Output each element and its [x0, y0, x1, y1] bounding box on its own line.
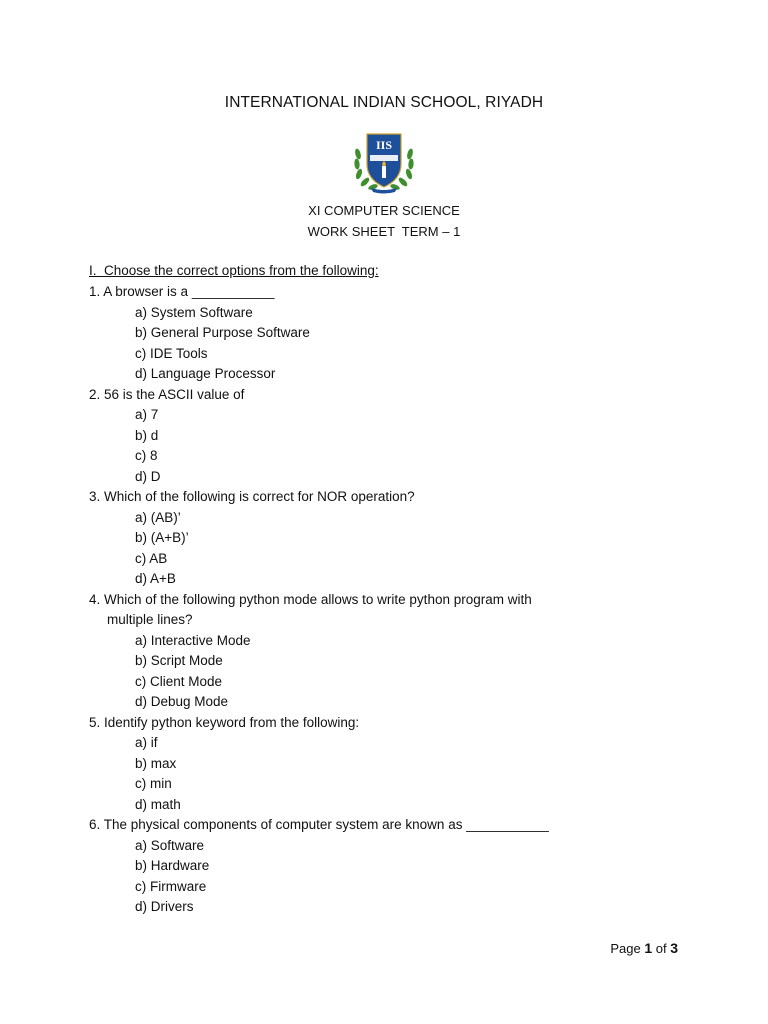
page-number: Page 1 of 3 [610, 940, 678, 956]
answer-option: c) Firmware [135, 878, 207, 894]
question-text: 2. 56 is the ASCII value of [89, 386, 245, 402]
question-list [89, 282, 609, 918]
answer-option: a) Software [135, 837, 205, 853]
answer-option: d) Language Processor [135, 366, 276, 381]
answer-option: a) if [135, 735, 158, 750]
worksheet-title: WORK SHEET TERM – 1 [307, 224, 461, 239]
answer-option: c) Client Mode [135, 673, 223, 689]
question-text: 1. A browser is a ___________ [89, 284, 275, 299]
answer-option: b) Script Mode [135, 653, 223, 668]
question-item [89, 385, 609, 488]
answer-option: d) Drivers [135, 899, 194, 914]
question-text: 5. Identify python keyword from the following: [89, 714, 360, 730]
answer-option: d) A+B [135, 571, 176, 586]
answer-option: d) math [135, 796, 181, 812]
answer-option: a) 7 [135, 407, 159, 422]
answer-option: c) IDE Tools [135, 345, 208, 361]
question-text: 6. The physical components of computer system are known as ___________ [89, 817, 549, 832]
question-item [89, 713, 609, 816]
answer-option: b) max [135, 755, 177, 771]
question-text-continuation: multiple lines? [107, 612, 193, 627]
answer-option: c) AB [135, 550, 168, 566]
question-item [89, 282, 609, 385]
question-item [89, 590, 609, 713]
answer-option: a) (AB)’ [135, 509, 181, 525]
answer-option: b) General Purpose Software [135, 325, 310, 340]
logo-text: IIS [375, 138, 393, 152]
question-item [89, 487, 609, 590]
question-item [89, 815, 609, 918]
answer-option: a) Interactive Mode [135, 632, 251, 648]
question-text: 3. Which of the following is correct for NOR operation? [89, 489, 415, 504]
school-name: INTERNATIONAL INDIAN SCHOOL, RIYADH [224, 94, 544, 111]
answer-option: d) Debug Mode [135, 694, 229, 709]
answer-option: b) (A+B)’ [135, 530, 189, 545]
subject-title: XI COMPUTER SCIENCE [308, 203, 460, 218]
school-logo [349, 128, 419, 194]
answer-option: d) D [135, 468, 161, 484]
answer-option: b) Hardware [135, 858, 210, 873]
answer-option: c) min [135, 776, 172, 791]
answer-option: a) System Software [135, 304, 253, 320]
answer-option: b) d [135, 427, 159, 443]
question-text: 4. Which of the following python mode allows to write python program with [89, 591, 532, 607]
section-heading: I. Choose the correct options from the following: [89, 263, 379, 278]
answer-option: c) 8 [135, 448, 158, 463]
